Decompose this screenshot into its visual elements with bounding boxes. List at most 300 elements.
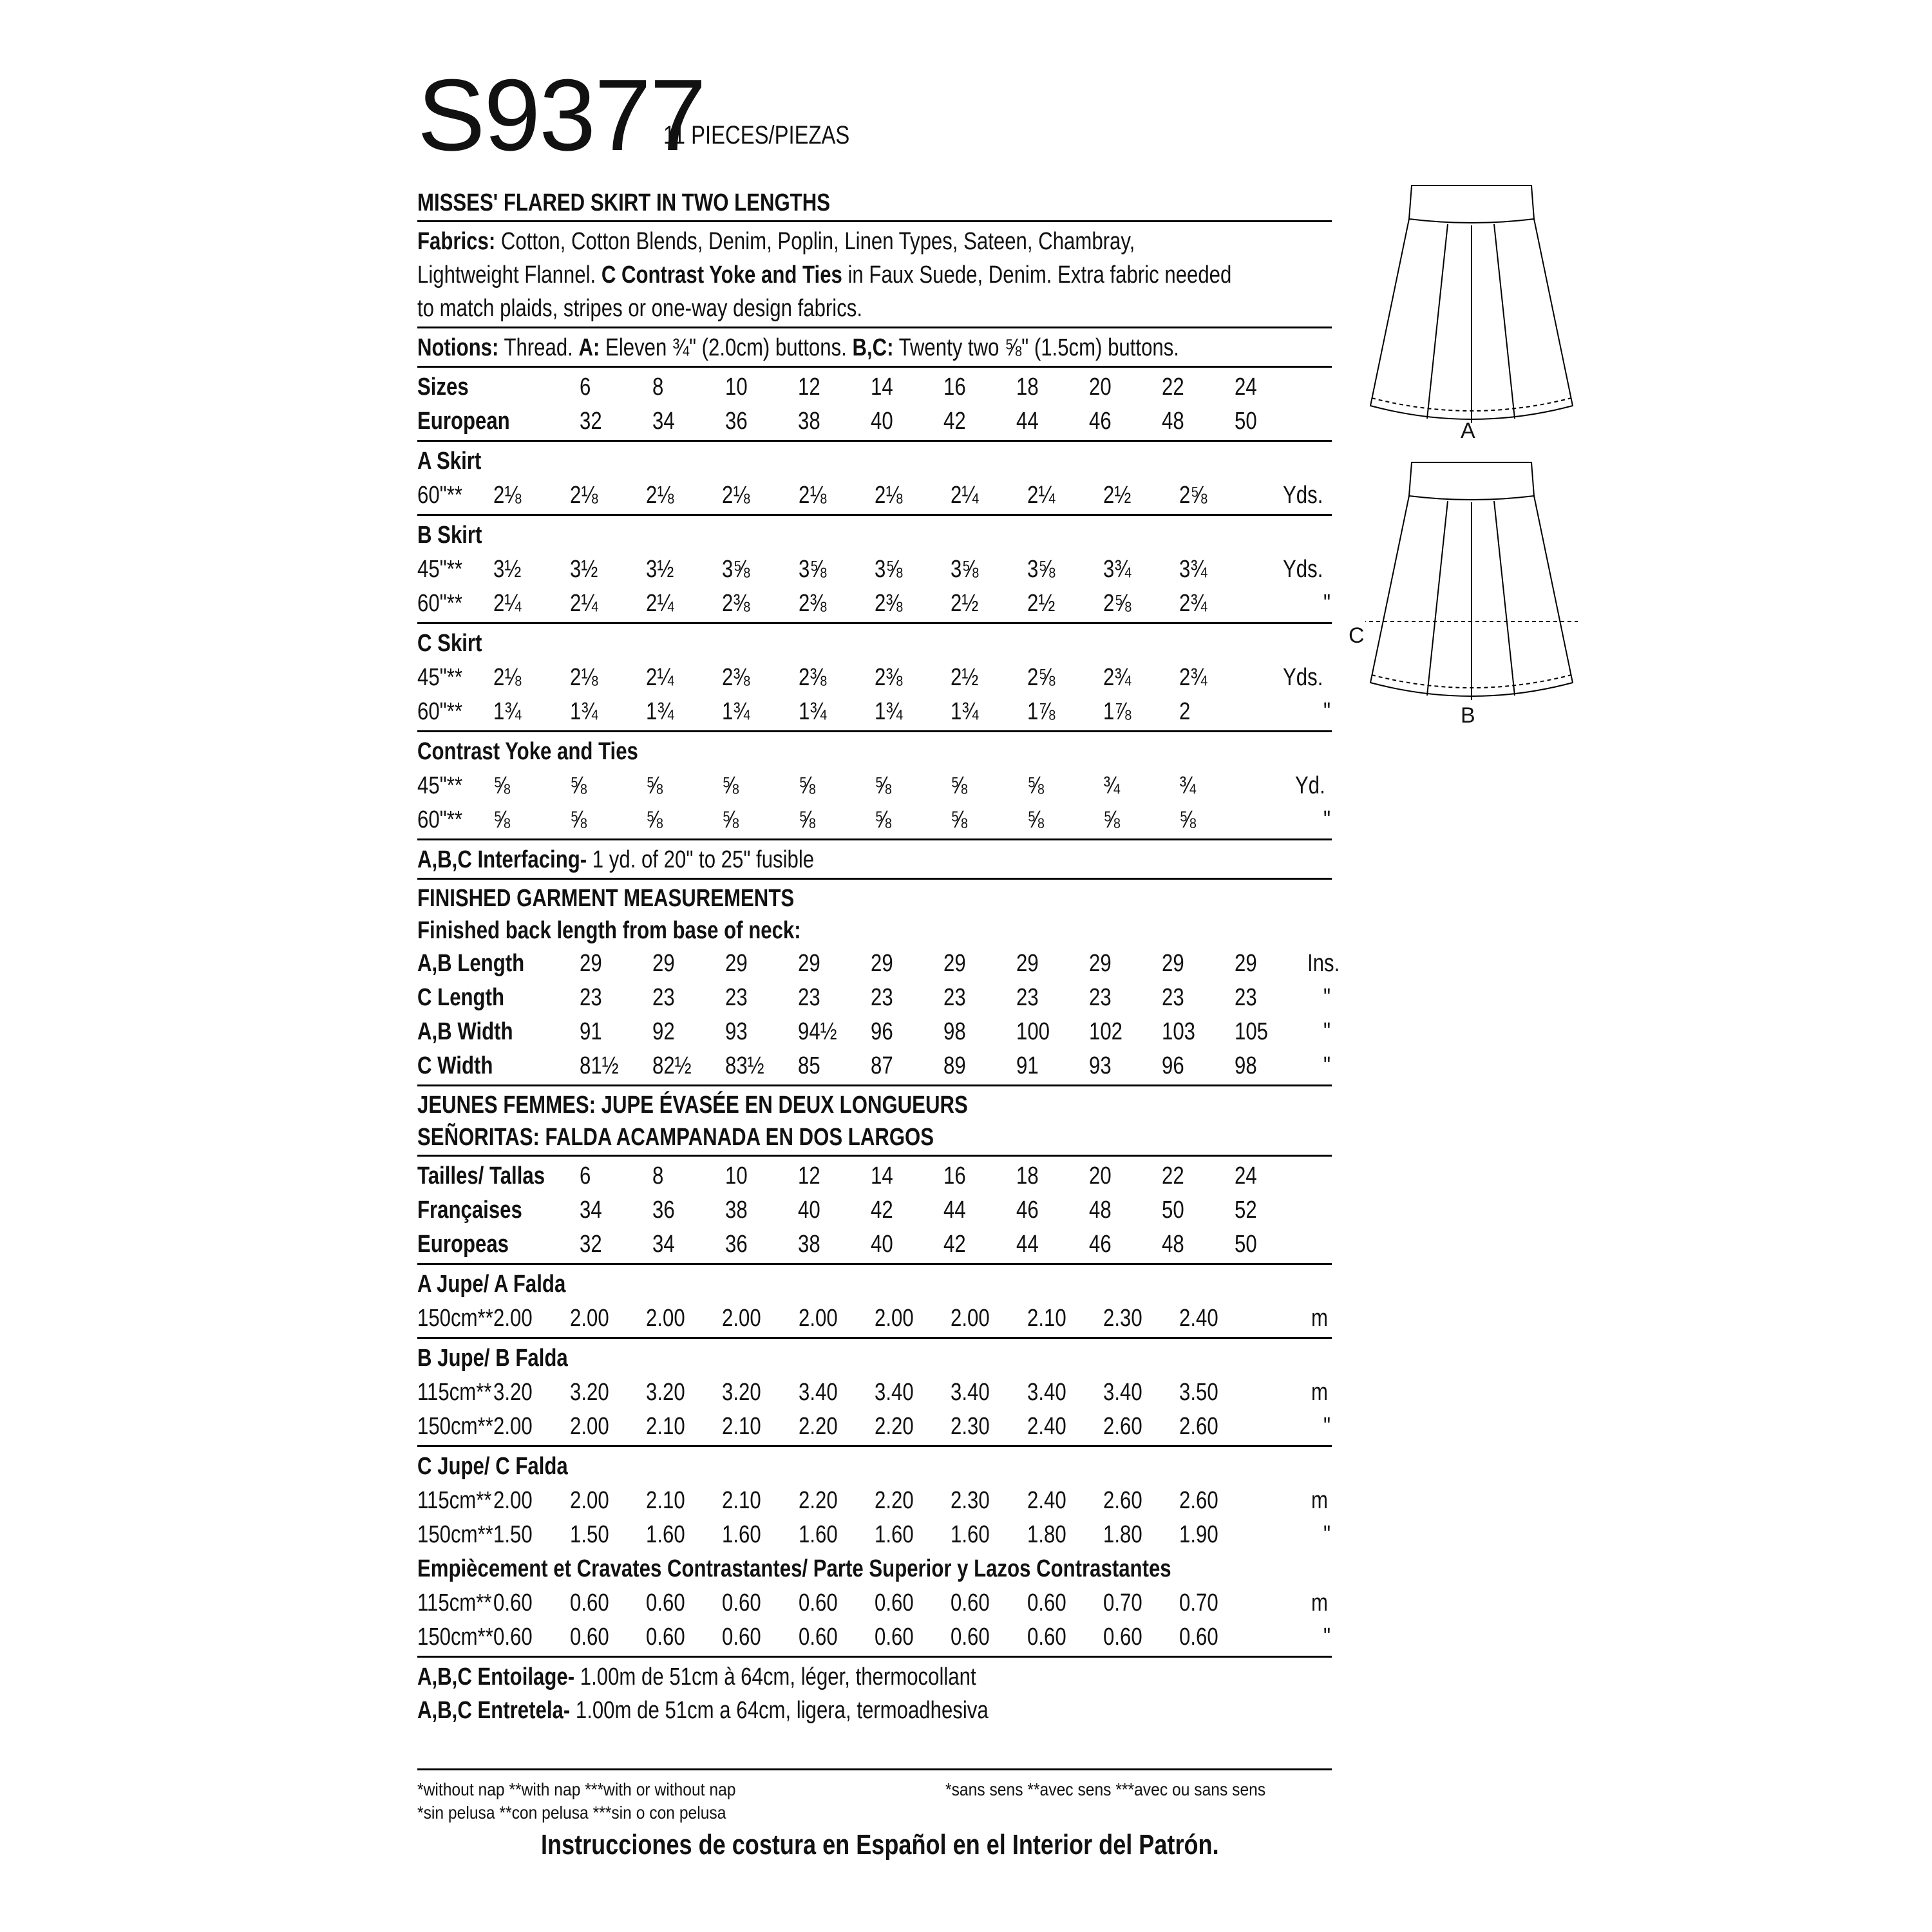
size-value: 98 — [943, 1018, 966, 1045]
notions-section — [417, 331, 1179, 365]
size-value: 94½ — [798, 1018, 837, 1045]
size-value: 2⅜ — [874, 664, 903, 691]
finished-title: FINISHED GARMENT MEASUREMENTS — [417, 885, 795, 912]
size-value: 3.20 — [493, 1379, 533, 1406]
size-value: 8 — [652, 374, 664, 401]
size-value: 23 — [1235, 984, 1257, 1011]
size-value: ⅝ — [722, 806, 739, 833]
size-value: 2½ — [1103, 482, 1132, 509]
row-label: 150cm** — [417, 1305, 493, 1332]
table-row — [417, 370, 1332, 404]
divider — [417, 220, 1332, 222]
size-value: 0.60 — [645, 1624, 685, 1651]
size-value: 2.10 — [722, 1413, 761, 1440]
size-value: 93 — [725, 1018, 748, 1045]
size-value: 2¼ — [493, 590, 522, 617]
size-value: 1⅞ — [1027, 698, 1055, 725]
size-value: 2¼ — [1027, 482, 1055, 509]
table-row — [417, 803, 1332, 837]
size-value: 2.30 — [951, 1487, 990, 1514]
size-value: 2⅝ — [1103, 590, 1132, 617]
size-value: 3½ — [569, 556, 598, 583]
size-value: ⅝ — [798, 806, 815, 833]
fabrics-line-3: to match plaids, stripes or one-way design fabrics. — [417, 295, 863, 322]
size-value: 2¼ — [951, 482, 979, 509]
data-grid — [417, 947, 1340, 1083]
size-value: 44 — [943, 1197, 966, 1224]
size-value: 3¾ — [1103, 556, 1132, 583]
pattern-title: MISSES' FLARED SKIRT IN TWO LENGTHS — [417, 189, 831, 216]
size-value: 12 — [798, 374, 820, 401]
size-value: 12 — [798, 1162, 820, 1189]
size-value: 14 — [871, 1162, 893, 1189]
entoilage-label: A,B,C Entoilage- — [417, 1663, 575, 1690]
table-row — [417, 1227, 1332, 1262]
size-value: 2.30 — [951, 1413, 990, 1440]
size-value: 2.00 — [722, 1305, 761, 1332]
unit-label: m — [1311, 1379, 1329, 1406]
size-value: 0.60 — [951, 1624, 990, 1651]
metric-group-title: C Jupe/ C Falda — [417, 1453, 568, 1480]
european-label: European — [417, 408, 510, 435]
footnotes — [417, 1778, 1332, 1836]
size-value: 102 — [1089, 1018, 1122, 1045]
size-value: 2¾ — [1179, 590, 1208, 617]
sizes-table — [417, 370, 1332, 439]
interfacing-text: 1 yd. of 20" to 25" fusible — [587, 846, 815, 873]
size-value: 1.90 — [1179, 1521, 1218, 1548]
size-value: 23 — [1016, 984, 1039, 1011]
size-value: 2½ — [951, 664, 979, 691]
pattern-number: S9377 — [417, 59, 705, 172]
size-value: ⅝ — [645, 806, 663, 833]
size-value: 0.60 — [874, 1624, 914, 1651]
size-value: 32 — [580, 1231, 602, 1258]
unit-label: " — [1323, 806, 1331, 833]
table-row — [417, 1376, 1332, 1410]
section-heading-row — [417, 735, 1332, 769]
size-value: 0.60 — [493, 1624, 533, 1651]
size-value: 1¾ — [722, 698, 750, 725]
fabrics-line-2c: in Faux Suede, Denim. Extra fabric needed — [842, 261, 1232, 289]
section-heading-row — [417, 1267, 1332, 1302]
metric-title-es: SEÑORITAS: FALDA ACAMPANADA EN DOS LARGOS — [417, 1124, 934, 1151]
size-value: 1.50 — [569, 1521, 609, 1548]
size-value: 50 — [1162, 1197, 1184, 1224]
size-value: 2.60 — [1103, 1487, 1142, 1514]
size-value: 2¾ — [1103, 664, 1132, 691]
size-value: 3.20 — [569, 1379, 609, 1406]
size-value: 23 — [652, 984, 675, 1011]
size-value: 29 — [1162, 950, 1184, 977]
size-value: 1.80 — [1027, 1521, 1066, 1548]
size-value: 0.60 — [874, 1589, 914, 1616]
divider — [417, 1337, 1332, 1339]
table-row — [417, 1518, 1332, 1552]
size-value: 23 — [943, 984, 966, 1011]
size-value: 2⅛ — [645, 482, 674, 509]
size-value: 91 — [580, 1018, 602, 1045]
unit-label: Yds. — [1282, 664, 1323, 691]
size-value: 34 — [652, 408, 675, 435]
row-label: 115cm** — [417, 1589, 492, 1616]
size-value: 29 — [725, 950, 748, 977]
row-label: Tailles/ Tallas — [417, 1162, 545, 1189]
metric-group-title: A Jupe/ A Falda — [417, 1271, 566, 1298]
size-value: 10 — [725, 374, 748, 401]
size-value: 24 — [1235, 1162, 1257, 1189]
size-value: 3½ — [645, 556, 674, 583]
yardage-group-title: A Skirt — [417, 448, 482, 475]
size-value: 3⅝ — [951, 556, 979, 583]
row-label: 150cm** — [417, 1413, 493, 1440]
header — [417, 59, 1332, 187]
unit-label: " — [1323, 1624, 1331, 1651]
unit-label: " — [1323, 1413, 1331, 1440]
size-value: 2⅜ — [722, 590, 750, 617]
size-value: 2.00 — [874, 1305, 914, 1332]
finished-table — [417, 947, 1340, 1083]
row-label: 45"** — [417, 556, 462, 583]
section-heading-row — [417, 627, 1332, 661]
size-value: 2¼ — [645, 664, 674, 691]
entretela-row — [417, 1694, 1167, 1727]
unit-label: m — [1311, 1589, 1329, 1616]
size-value: 48 — [1089, 1197, 1112, 1224]
size-value: 2.20 — [874, 1487, 914, 1514]
table-row — [417, 1410, 1332, 1444]
size-value: 36 — [725, 408, 748, 435]
table-row — [417, 661, 1332, 695]
size-value: 34 — [580, 1197, 602, 1224]
size-value: 2.60 — [1103, 1413, 1142, 1440]
size-value: ¾ — [1179, 772, 1197, 799]
entretela-label: A,B,C Entretela- — [417, 1697, 571, 1724]
metric-yardage-table — [417, 1267, 1332, 1658]
size-value: 2.20 — [798, 1413, 838, 1440]
finished-subtitle: Finished back length from base of neck: — [417, 917, 801, 944]
table-row — [417, 695, 1332, 729]
size-value: 34 — [652, 1231, 675, 1258]
size-value: ⅝ — [1027, 806, 1044, 833]
size-value: 96 — [1162, 1052, 1184, 1079]
size-value: 0.60 — [798, 1624, 838, 1651]
size-value: 0.60 — [569, 1624, 609, 1651]
size-value: 40 — [798, 1197, 820, 1224]
size-value: 92 — [652, 1018, 675, 1045]
size-value: 2.10 — [722, 1487, 761, 1514]
size-value: 50 — [1235, 408, 1257, 435]
unit-label: " — [1323, 984, 1331, 1011]
size-value: 0.60 — [1027, 1589, 1066, 1616]
size-value: 2½ — [1027, 590, 1055, 617]
size-value: 6 — [580, 1162, 591, 1189]
size-value: 1¾ — [645, 698, 674, 725]
size-value: 2¼ — [569, 590, 598, 617]
size-value: 29 — [1235, 950, 1257, 977]
size-value: 2⅛ — [493, 664, 522, 691]
row-label: Europeas — [417, 1231, 509, 1258]
data-grid — [417, 1159, 1332, 1262]
row-label: 150cm** — [417, 1624, 493, 1651]
size-value: 29 — [871, 950, 893, 977]
unit-label: Yd. — [1294, 772, 1325, 799]
row-label: C Width — [417, 1052, 493, 1079]
sizes-label: Sizes — [417, 374, 469, 401]
size-value: 3.40 — [1103, 1379, 1142, 1406]
yardage-group-title: C Skirt — [417, 630, 482, 657]
size-value: 2.00 — [951, 1305, 990, 1332]
view-b-label: B — [1461, 703, 1475, 728]
yardage-group-title: Contrast Yoke and Ties — [417, 738, 638, 765]
size-value: 93 — [1089, 1052, 1112, 1079]
size-value: 2.40 — [1179, 1305, 1218, 1332]
row-label: A,B Length — [417, 950, 525, 977]
size-value: 22 — [1162, 1162, 1184, 1189]
size-value: 3⅝ — [874, 556, 903, 583]
row-label: Françaises — [417, 1197, 522, 1224]
size-value: 0.70 — [1103, 1589, 1142, 1616]
section-heading-row — [417, 518, 1332, 553]
size-value: 98 — [1235, 1052, 1257, 1079]
size-value: 0.60 — [722, 1589, 761, 1616]
size-value: 96 — [871, 1018, 893, 1045]
table-row — [417, 981, 1332, 1015]
divider — [417, 838, 1332, 840]
size-value: 2⅜ — [874, 590, 903, 617]
section-heading-row — [417, 1552, 1332, 1586]
divider — [417, 1768, 1332, 1770]
size-value: 42 — [871, 1197, 893, 1224]
size-value: 3⅝ — [1027, 556, 1055, 583]
size-value: 48 — [1162, 408, 1184, 435]
size-value: 105 — [1235, 1018, 1268, 1045]
table-row — [417, 1015, 1332, 1049]
table-row — [417, 553, 1332, 587]
unit-label: m — [1311, 1487, 1329, 1514]
row-label: C Length — [417, 984, 505, 1011]
unit-label: Ins. — [1307, 950, 1340, 977]
size-value: 2⅜ — [722, 664, 750, 691]
size-value: 2⅜ — [798, 664, 826, 691]
size-value: 36 — [652, 1197, 675, 1224]
size-value: 40 — [871, 1231, 893, 1258]
fabrics-contrast-label: C Contrast Yoke and Ties — [601, 261, 842, 289]
size-value: 0.60 — [1179, 1624, 1218, 1651]
size-value: 1.80 — [1103, 1521, 1142, 1548]
table-row — [417, 1193, 1332, 1227]
size-value: 0.60 — [493, 1589, 533, 1616]
size-value: 83½ — [725, 1052, 764, 1079]
size-value: 2⅛ — [569, 482, 598, 509]
data-grid — [417, 370, 1332, 439]
size-value: 2.00 — [493, 1487, 533, 1514]
size-value: 0.60 — [569, 1589, 609, 1616]
size-value: 1⅞ — [1103, 698, 1132, 725]
fabrics-line-1: Cotton, Cotton Blends, Denim, Poplin, Linen Types, Sateen, Chambray, — [495, 228, 1135, 255]
size-value: 2.00 — [798, 1305, 838, 1332]
notions-view-a-label: A: — [578, 334, 600, 361]
size-value: 23 — [580, 984, 602, 1011]
technical-drawings — [1349, 180, 1578, 734]
yardage-table — [417, 444, 1332, 840]
size-value: 2⅝ — [1179, 482, 1208, 509]
size-value: 2⅛ — [798, 482, 826, 509]
size-value: 16 — [943, 374, 966, 401]
unit-label: Yds. — [1282, 556, 1323, 583]
size-value: 91 — [1016, 1052, 1039, 1079]
entoilage-row — [417, 1660, 1167, 1694]
size-value: 2.10 — [645, 1487, 685, 1514]
row-label: 45"** — [417, 772, 462, 799]
size-value: 2⅛ — [569, 664, 598, 691]
notions-label: Notions: — [417, 334, 499, 361]
size-value: 3¾ — [1179, 556, 1208, 583]
size-value: 1.50 — [493, 1521, 533, 1548]
row-label: 60"** — [417, 590, 462, 617]
divider — [417, 1084, 1332, 1086]
size-value: 38 — [798, 408, 820, 435]
size-value: 3.50 — [1179, 1379, 1218, 1406]
metric-group-title: B Jupe/ B Falda — [417, 1345, 568, 1372]
size-value: 3.40 — [951, 1379, 990, 1406]
size-value: 2.60 — [1179, 1413, 1218, 1440]
size-value: ⅝ — [1027, 772, 1044, 799]
size-value: 20 — [1089, 1162, 1112, 1189]
skirt-view-a-drawing — [1365, 180, 1578, 451]
size-value: 3½ — [493, 556, 522, 583]
divider — [417, 1445, 1332, 1447]
size-value: 40 — [871, 408, 893, 435]
size-value: 23 — [1089, 984, 1112, 1011]
size-value: 2⅜ — [798, 590, 826, 617]
size-value: 46 — [1089, 1231, 1112, 1258]
divider — [417, 730, 1332, 732]
unit-label: " — [1323, 1521, 1331, 1548]
section-heading-row — [417, 1450, 1332, 1484]
size-value: 2 — [1179, 698, 1191, 725]
fabrics-section — [417, 225, 1332, 325]
size-value: 18 — [1016, 1162, 1039, 1189]
table-row — [417, 1620, 1332, 1654]
size-value: 8 — [652, 1162, 664, 1189]
table-row — [417, 1049, 1332, 1083]
size-value: 2¾ — [1179, 664, 1208, 691]
size-value: ⅝ — [951, 772, 968, 799]
metric-title-fr: JEUNES FEMMES: JUPE ÉVASÉE EN DEUX LONGUEURS — [417, 1092, 968, 1119]
size-value: 2¼ — [645, 590, 674, 617]
size-value: 0.60 — [951, 1589, 990, 1616]
unit-label: " — [1323, 1018, 1331, 1045]
size-value: ⅝ — [1103, 806, 1120, 833]
size-value: 46 — [1089, 408, 1112, 435]
size-value: 1.60 — [951, 1521, 990, 1548]
table-row — [417, 1302, 1332, 1336]
view-c-label: C — [1349, 623, 1365, 648]
size-value: 2.00 — [569, 1305, 609, 1332]
size-value: 29 — [580, 950, 602, 977]
row-label: 60"** — [417, 806, 462, 833]
skirt-view-bc-drawing — [1365, 457, 1578, 734]
size-value: 0.60 — [722, 1624, 761, 1651]
size-value: 38 — [725, 1197, 748, 1224]
table-row — [417, 1159, 1332, 1193]
size-value: 2.60 — [1179, 1487, 1218, 1514]
size-value: 2.00 — [493, 1305, 533, 1332]
size-value: 2.00 — [493, 1413, 533, 1440]
size-value: 2⅛ — [493, 482, 522, 509]
size-value: 3.40 — [798, 1379, 838, 1406]
table-row — [417, 587, 1332, 621]
table-row — [417, 404, 1332, 439]
divider — [417, 1263, 1332, 1265]
unit-label: m — [1311, 1305, 1329, 1332]
size-value: 2½ — [951, 590, 979, 617]
size-value: 2.40 — [1027, 1487, 1066, 1514]
divider — [417, 622, 1332, 624]
notions-text: Twenty two ⅝" (1.5cm) buttons. — [893, 334, 1179, 361]
metric-group — [417, 1552, 1332, 1654]
size-value: 3.20 — [645, 1379, 685, 1406]
size-value: 50 — [1235, 1231, 1257, 1258]
table-row — [417, 1586, 1332, 1620]
divider — [417, 878, 1332, 880]
spanish-instructions-note: Instrucciones de costura en Español en el Interior del Patrón. — [541, 1829, 1219, 1861]
size-value: 32 — [580, 408, 602, 435]
size-value: 29 — [1016, 950, 1039, 977]
size-value: 46 — [1016, 1197, 1039, 1224]
size-value: 81½ — [580, 1052, 619, 1079]
size-value: 2.40 — [1027, 1413, 1066, 1440]
yardage-group — [417, 518, 1332, 621]
size-value: 23 — [725, 984, 748, 1011]
size-value: 0.60 — [645, 1589, 685, 1616]
metric-sizes-table — [417, 1159, 1332, 1262]
yardage-group — [417, 444, 1332, 513]
size-value: 3.40 — [874, 1379, 914, 1406]
size-value: 2.00 — [569, 1487, 609, 1514]
size-value: 23 — [1162, 984, 1184, 1011]
notions-text: Eleven ¾" (2.0cm) buttons. — [600, 334, 853, 361]
size-value: 38 — [798, 1231, 820, 1258]
size-value: 1.60 — [874, 1521, 914, 1548]
size-value: 23 — [871, 984, 893, 1011]
size-value: 3.20 — [722, 1379, 761, 1406]
table-row — [417, 769, 1332, 803]
size-value: 2.00 — [645, 1305, 685, 1332]
size-value: ⅝ — [798, 772, 815, 799]
row-label: 115cm** — [417, 1379, 492, 1406]
size-value: ⅝ — [645, 772, 663, 799]
row-label: A,B Width — [417, 1018, 513, 1045]
size-value: 0.70 — [1179, 1589, 1218, 1616]
size-value: 23 — [798, 984, 820, 1011]
row-label: 115cm** — [417, 1487, 492, 1514]
size-value: 0.60 — [1027, 1624, 1066, 1651]
size-value: 89 — [943, 1052, 966, 1079]
size-value: 1¾ — [874, 698, 903, 725]
size-value: ⅝ — [722, 772, 739, 799]
size-value: 29 — [943, 950, 966, 977]
section-heading-row — [417, 1341, 1332, 1376]
size-value: 20 — [1089, 374, 1112, 401]
size-value: 3⅝ — [722, 556, 750, 583]
size-value: 29 — [1089, 950, 1112, 977]
row-label: 60"** — [417, 698, 462, 725]
size-value: ⅝ — [569, 772, 587, 799]
size-value: 1¾ — [951, 698, 979, 725]
size-value: 82½ — [652, 1052, 692, 1079]
